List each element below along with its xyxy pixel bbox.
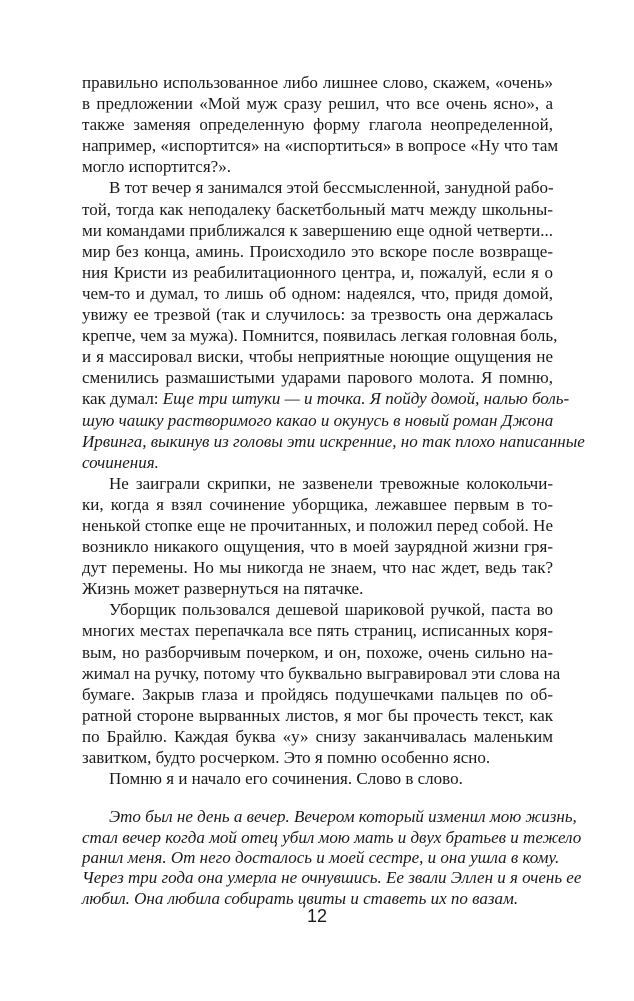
text-line: В тот вечер я занимался этой бессмысленной, занудной рабо- <box>109 178 554 198</box>
text-line: ми командами приближался к завершению еще одной четверти... <box>82 220 553 240</box>
text-line: Это был не день а вечер. Вечером который изменил мою жизнь, <box>109 807 577 827</box>
text-line: Не заиграли скрипки, не зазвенели тревожные колокольчи- <box>109 473 553 493</box>
text-line: по Брайлю. Каждая буква «у» снизу заканчивалась маленьким <box>82 726 553 746</box>
text-line: ратной стороне вырванных листов, я мог бы прочесть текст, как <box>82 705 553 725</box>
text-line: увижу ее трезвой (так и случилось: за трезвость она держалась <box>82 305 553 325</box>
paragraph <box>82 599 561 768</box>
text-run: как думал: <box>82 389 163 409</box>
text-line: возникло никакого ощущения, что в моей заурядной жизни гря- <box>82 537 553 557</box>
text-line: вым, но разборчивым почерком, и он, похоже, очень сильно на- <box>82 642 553 662</box>
text-line: ки, когда я взял сочинение уборщика, лежавшее первым в то- <box>82 494 553 514</box>
text-line: ранил меня. От него досталось и моей сестре, и она ушла в кому. <box>82 848 560 867</box>
text-line: стал вечер когда мой отец убил мою мать и двух братьев и тежело <box>82 827 582 847</box>
text-line: любил. Она любила собирать цвиты и ставеть их по вазам. <box>82 888 519 908</box>
text-line: например, «испортится» на «испортиться» в вопросе «Ну что там <box>82 136 559 156</box>
text-line: чем-то и думал, то лишь об одном: надеялся, что, придя домой, <box>82 283 553 303</box>
paragraph <box>82 768 553 789</box>
text-line <box>82 388 570 409</box>
text-line: Через три года она умерла не очнувшись. Ее звали Эллен и я очень ее <box>82 868 582 888</box>
text-line: мир без конца, аминь. Происходило это вскоре после возвраще- <box>82 241 553 261</box>
text-line: многих местах перепачкала все пять страниц, исписанных коря- <box>82 621 553 641</box>
page-number: 12 <box>306 906 328 926</box>
text-line: завитком, будто росчерком. Это я помню особенно ясно. <box>82 748 491 767</box>
text-line: ния Кристи из реабилитационного центра, и, пожалуй, если я о <box>82 262 553 282</box>
text-line: крепче, чем за мужа). Помнится, появилась легкая головная боль, <box>82 326 558 346</box>
book-page-text <box>82 72 585 909</box>
paragraph <box>82 72 559 177</box>
text-line: Помню я и начало его сочинения. Слово в слово. <box>109 769 463 789</box>
text-line: могло испортится?». <box>82 157 231 177</box>
text-line <box>82 410 553 431</box>
text-line: Уборщик пользовался дешевой шариковой ручкой, паста во <box>109 600 553 620</box>
text-line: той, тогда как неподалеку баскетбольный матч между школьны- <box>82 199 553 219</box>
text-line: правильно использованное либо лишнее слово, скажем, «очень» <box>82 73 553 92</box>
text-line: дут перемены. Но мы никогда не знаем, что нас ждет, ведь так? <box>82 558 553 578</box>
paragraph <box>82 473 553 600</box>
text-line: Жизнь может развернуться на пятачке. <box>82 579 364 599</box>
text-line: в предложении «Мой муж сразу решил, что все очень ясно», а <box>82 94 553 114</box>
text-line: также заменяя определенную форму глагола неопределенной, <box>82 115 553 135</box>
paragraph <box>82 177 585 472</box>
text-line: и я массировал виски, чтобы неприятные ноющие ощущения не <box>82 347 553 367</box>
text-line: сменились размашистыми ударами парового молота. Я помню, <box>82 368 553 388</box>
italic-text-run: сочинения. <box>82 452 159 472</box>
text-line <box>82 431 585 452</box>
text-line: бумаге. Закрыв глаза и пройдясь подушечками пальцев по об- <box>82 684 553 704</box>
text-line <box>82 452 553 473</box>
italic-text-run: Еще три штуки — и точка. Я пойду домой, налью боль- <box>162 389 570 409</box>
quoted-essay <box>82 807 582 909</box>
text-line: жимал на ручку, потому что буквально выгравировал эти слова на <box>82 663 561 683</box>
italic-text-run: Ирвинга, выкинув из головы эти искренние, но так плохо написанные <box>82 431 585 451</box>
text-line: ненькой стопке еще не прочитанных, и положил перед собой. Не <box>82 515 553 535</box>
spacer <box>82 789 553 807</box>
italic-text-run: шую чашку растворимого какао и окунусь в новый роман Джона <box>82 410 554 430</box>
